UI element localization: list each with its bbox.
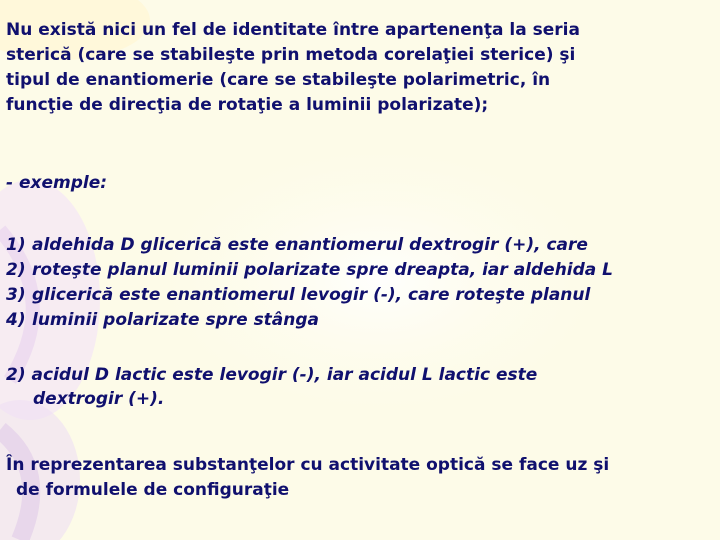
list-text: aldehida D glicerică este enantiomerul dextrogir (+), care [32,235,588,255]
intro-line: Nu există nici un fel de identitate între apartenenţa la seria [6,20,580,40]
closing-line: În reprezentarea substanţelor cu activitate optică se face uz şi [6,455,610,475]
example-list-item [6,309,319,331]
example-list-item [6,259,613,281]
intro-line: tipul de enantiomerie (care se stabileşte polarimetric, în [6,70,551,90]
list-number: 1) [6,235,26,255]
closing-line: de formulele de configuraţie [16,480,290,500]
list-text: luminii polarizate spre stânga [32,310,320,330]
example2-line: dextrogir (+). [33,389,165,409]
intro-line: funcţie de direcţia de rotaţie a luminii polarizate); [6,95,489,115]
exemple-heading: - exemple: [6,173,108,193]
list-text: glicerică este enantiomerul levogir (-), care roteşte planul [32,285,591,305]
list-number: 4) [6,310,26,330]
example2-line: 2) acidul D lactic este levogir (-), iar acidul L lactic este [6,365,538,385]
list-text: roteşte planul luminii polarizate spre dreapta, iar aldehida L [32,260,614,280]
list-number: 2) [6,260,26,280]
example-list-item [6,284,590,306]
list-number: 3) [6,285,26,305]
example-list-item [6,234,588,256]
intro-line: sterică (care se stabileşte prin metoda corelaţiei sterice) şi [6,45,576,65]
